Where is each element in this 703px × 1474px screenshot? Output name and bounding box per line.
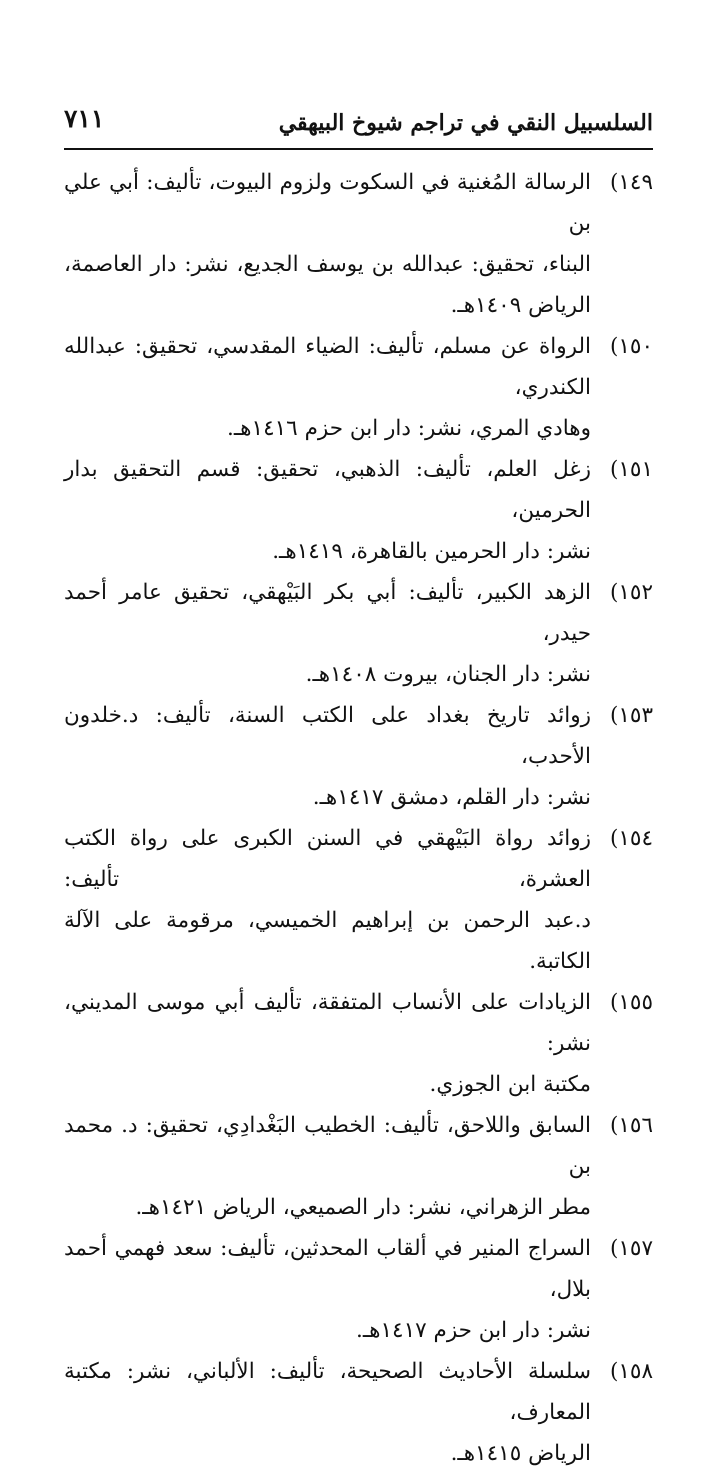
entry-number: ١٥٤)	[609, 826, 653, 851]
entry-number: ١٥٣)	[609, 703, 653, 728]
header-divider	[64, 148, 653, 150]
entry-first-line: السابق واللاحق، تأليف: الخطيب البَغْدادِي، تحقيق: د. محمد بن	[64, 1113, 591, 1179]
entry-number: ١٥٧)	[609, 1236, 653, 1261]
running-head	[64, 104, 653, 146]
bibliography-entry	[64, 982, 653, 1105]
entry-continuation: الرياض ١٤١٥هـ.	[450, 1441, 591, 1466]
entry-number: ١٥٥)	[609, 990, 653, 1015]
bibliography-entry	[64, 818, 653, 982]
entry-continuation: د.عبد الرحمن بن إبراهيم الخميسي، مرقومة على الآلة الكاتبة.	[64, 908, 591, 974]
entry-first-line: زوائد رواة البَيْهقي في السنن الكبرى على رواة الكتب العشرة، تأليف:	[64, 826, 591, 892]
bibliography-list	[64, 162, 653, 1474]
entry-continuation: نشر: دار الحرمين بالقاهرة، ١٤١٩هـ.	[272, 539, 591, 564]
page-number: ٧١١	[64, 104, 105, 133]
entry-first-line: السراج المنير في ألقاب المحدثين، تأليف: سعد فهمي أحمد بلال،	[64, 1236, 591, 1302]
running-title: السلسبيل النقي في تراجم شيوخ البيهقي	[278, 110, 653, 136]
bibliography-entry	[64, 326, 653, 449]
entry-first-line: الرسالة المُغنية في السكوت ولزوم البيوت، تأليف: أبي علي بن	[64, 170, 591, 236]
entry-continuation: مطر الزهراني، نشر: دار الصميعي، الرياض ١٤٢١هـ.	[135, 1195, 591, 1220]
bibliography-entry	[64, 1105, 653, 1228]
entry-continuation: مكتبة ابن الجوزي.	[429, 1072, 591, 1097]
bibliography-entry	[64, 449, 653, 572]
entry-continuation: نشر: دار القلم، دمشق ١٤١٧هـ.	[312, 785, 591, 810]
bibliography-entry	[64, 572, 653, 695]
entry-first-line: الزيادات على الأنساب المتفقة، تأليف أبي موسى المديني، نشر:	[64, 990, 591, 1056]
entry-continuation: نشر: دار ابن حزم ١٤١٧هـ.	[355, 1318, 591, 1343]
entry-number: ١٥٨)	[609, 1359, 653, 1384]
entry-first-line: الرواة عن مسلم، تأليف: الضياء المقدسي، تحقيق: عبدالله الكندري،	[64, 334, 591, 400]
entry-first-line: زوائد تاريخ بغداد على الكتب السنة، تأليف: د.خلدون الأحدب،	[64, 703, 591, 769]
entry-first-line: زغل العلم، تأليف: الذهبي، تحقيق: قسم التحقيق بدار الحرمين،	[64, 457, 591, 523]
entry-continuation: البناء، تحقيق: عبدالله بن يوسف الجديع، نشر: دار العاصمة، الرياض ١٤٠٩هـ.	[64, 252, 591, 318]
bibliography-entry	[64, 1228, 653, 1351]
entry-first-line: سلسلة الأحاديث الصحيحة، تأليف: الألباني، نشر: مكتبة المعارف،	[64, 1359, 591, 1425]
entry-first-line: الزهد الكبير، تأليف: أبي بكر البَيْهقي، تحقيق عامر أحمد حيدر،	[64, 580, 591, 646]
entry-continuation: وهادي المري، نشر: دار ابن حزم ١٤١٦هـ.	[227, 416, 591, 441]
entry-number: ١٥١)	[609, 457, 653, 482]
bibliography-entry	[64, 695, 653, 818]
entry-number: ١٥٠)	[609, 334, 653, 359]
bibliography-entry	[64, 1351, 653, 1474]
entry-number: ١٤٩)	[609, 170, 653, 195]
entry-number: ١٥٦)	[609, 1113, 653, 1138]
entry-continuation: نشر: دار الجنان، بيروت ١٤٠٨هـ.	[305, 662, 591, 687]
entry-number: ١٥٢)	[609, 580, 653, 605]
bibliography-entry	[64, 162, 653, 326]
